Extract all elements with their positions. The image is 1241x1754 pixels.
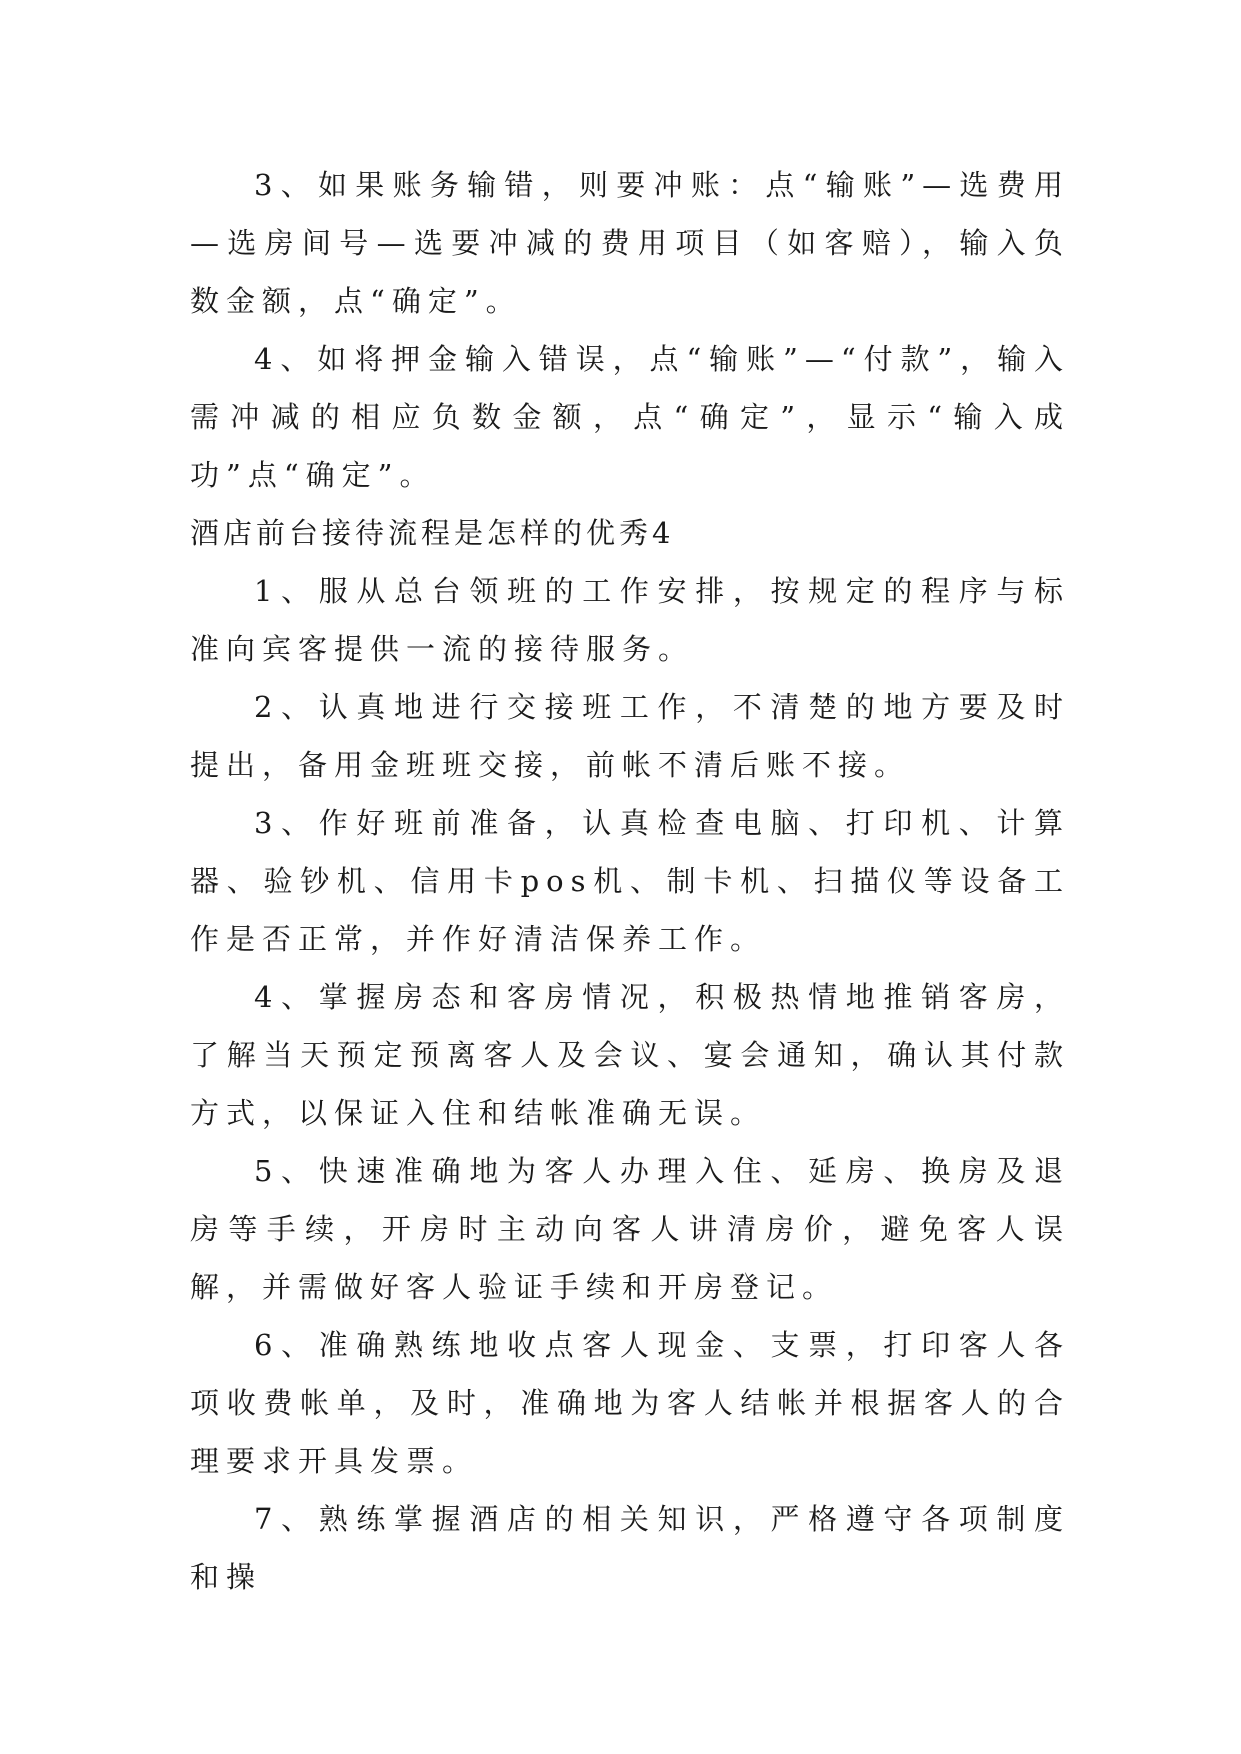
document-body bbox=[190, 156, 1070, 1606]
paragraph-4: 4、如将押金输入错误，点“输账”—“付款”，输入需冲减的相应负数金额，点“确定”，显示“输入成功”点“确定”。 bbox=[190, 342, 1070, 492]
list-item-5: 5、快速准确地为客人办理入住、延房、换房及退房等手续，开房时主动向客人讲清房价，避免客人误解，并需做好客人验证手续和开房登记。 bbox=[190, 1154, 1070, 1304]
list-item-3: 3、作好班前准备，认真检查电脑、打印机、计算器、验钞机、信用卡pos机、制卡机、扫描仪等设备工作是否正常，并作好清洁保养工作。 bbox=[190, 806, 1070, 956]
list-item-1: 1、服从总台领班的工作安排，按规定的程序与标准向宾客提供一流的接待服务。 bbox=[190, 574, 1070, 666]
list-item-2: 2、认真地进行交接班工作，不清楚的地方要及时提出，备用金班班交接，前帐不清后账不接。 bbox=[190, 690, 1070, 782]
list-item-4: 4、掌握房态和客房情况，积极热情地推销客房，了解当天预定预离客人及会议、宴会通知，确认其付款方式，以保证入住和结帐准确无误。 bbox=[190, 980, 1070, 1130]
paragraph-3: 3、如果账务输错，则要冲账：点“输账”—选费用—选房间号—选要冲减的费用项目（如客赔），输入负数金额，点“确定”。 bbox=[190, 168, 1070, 318]
list-item-6: 6、准确熟练地收点客人现金、支票，打印客人各项收费帐单，及时，准确地为客人结帐并根据客人的合理要求开具发票。 bbox=[190, 1328, 1070, 1478]
section-heading: 酒店前台接待流程是怎样的优秀4 bbox=[190, 516, 675, 550]
list-item-7: 7、熟练掌握酒店的相关知识，严格遵守各项制度和操 bbox=[190, 1502, 1070, 1594]
